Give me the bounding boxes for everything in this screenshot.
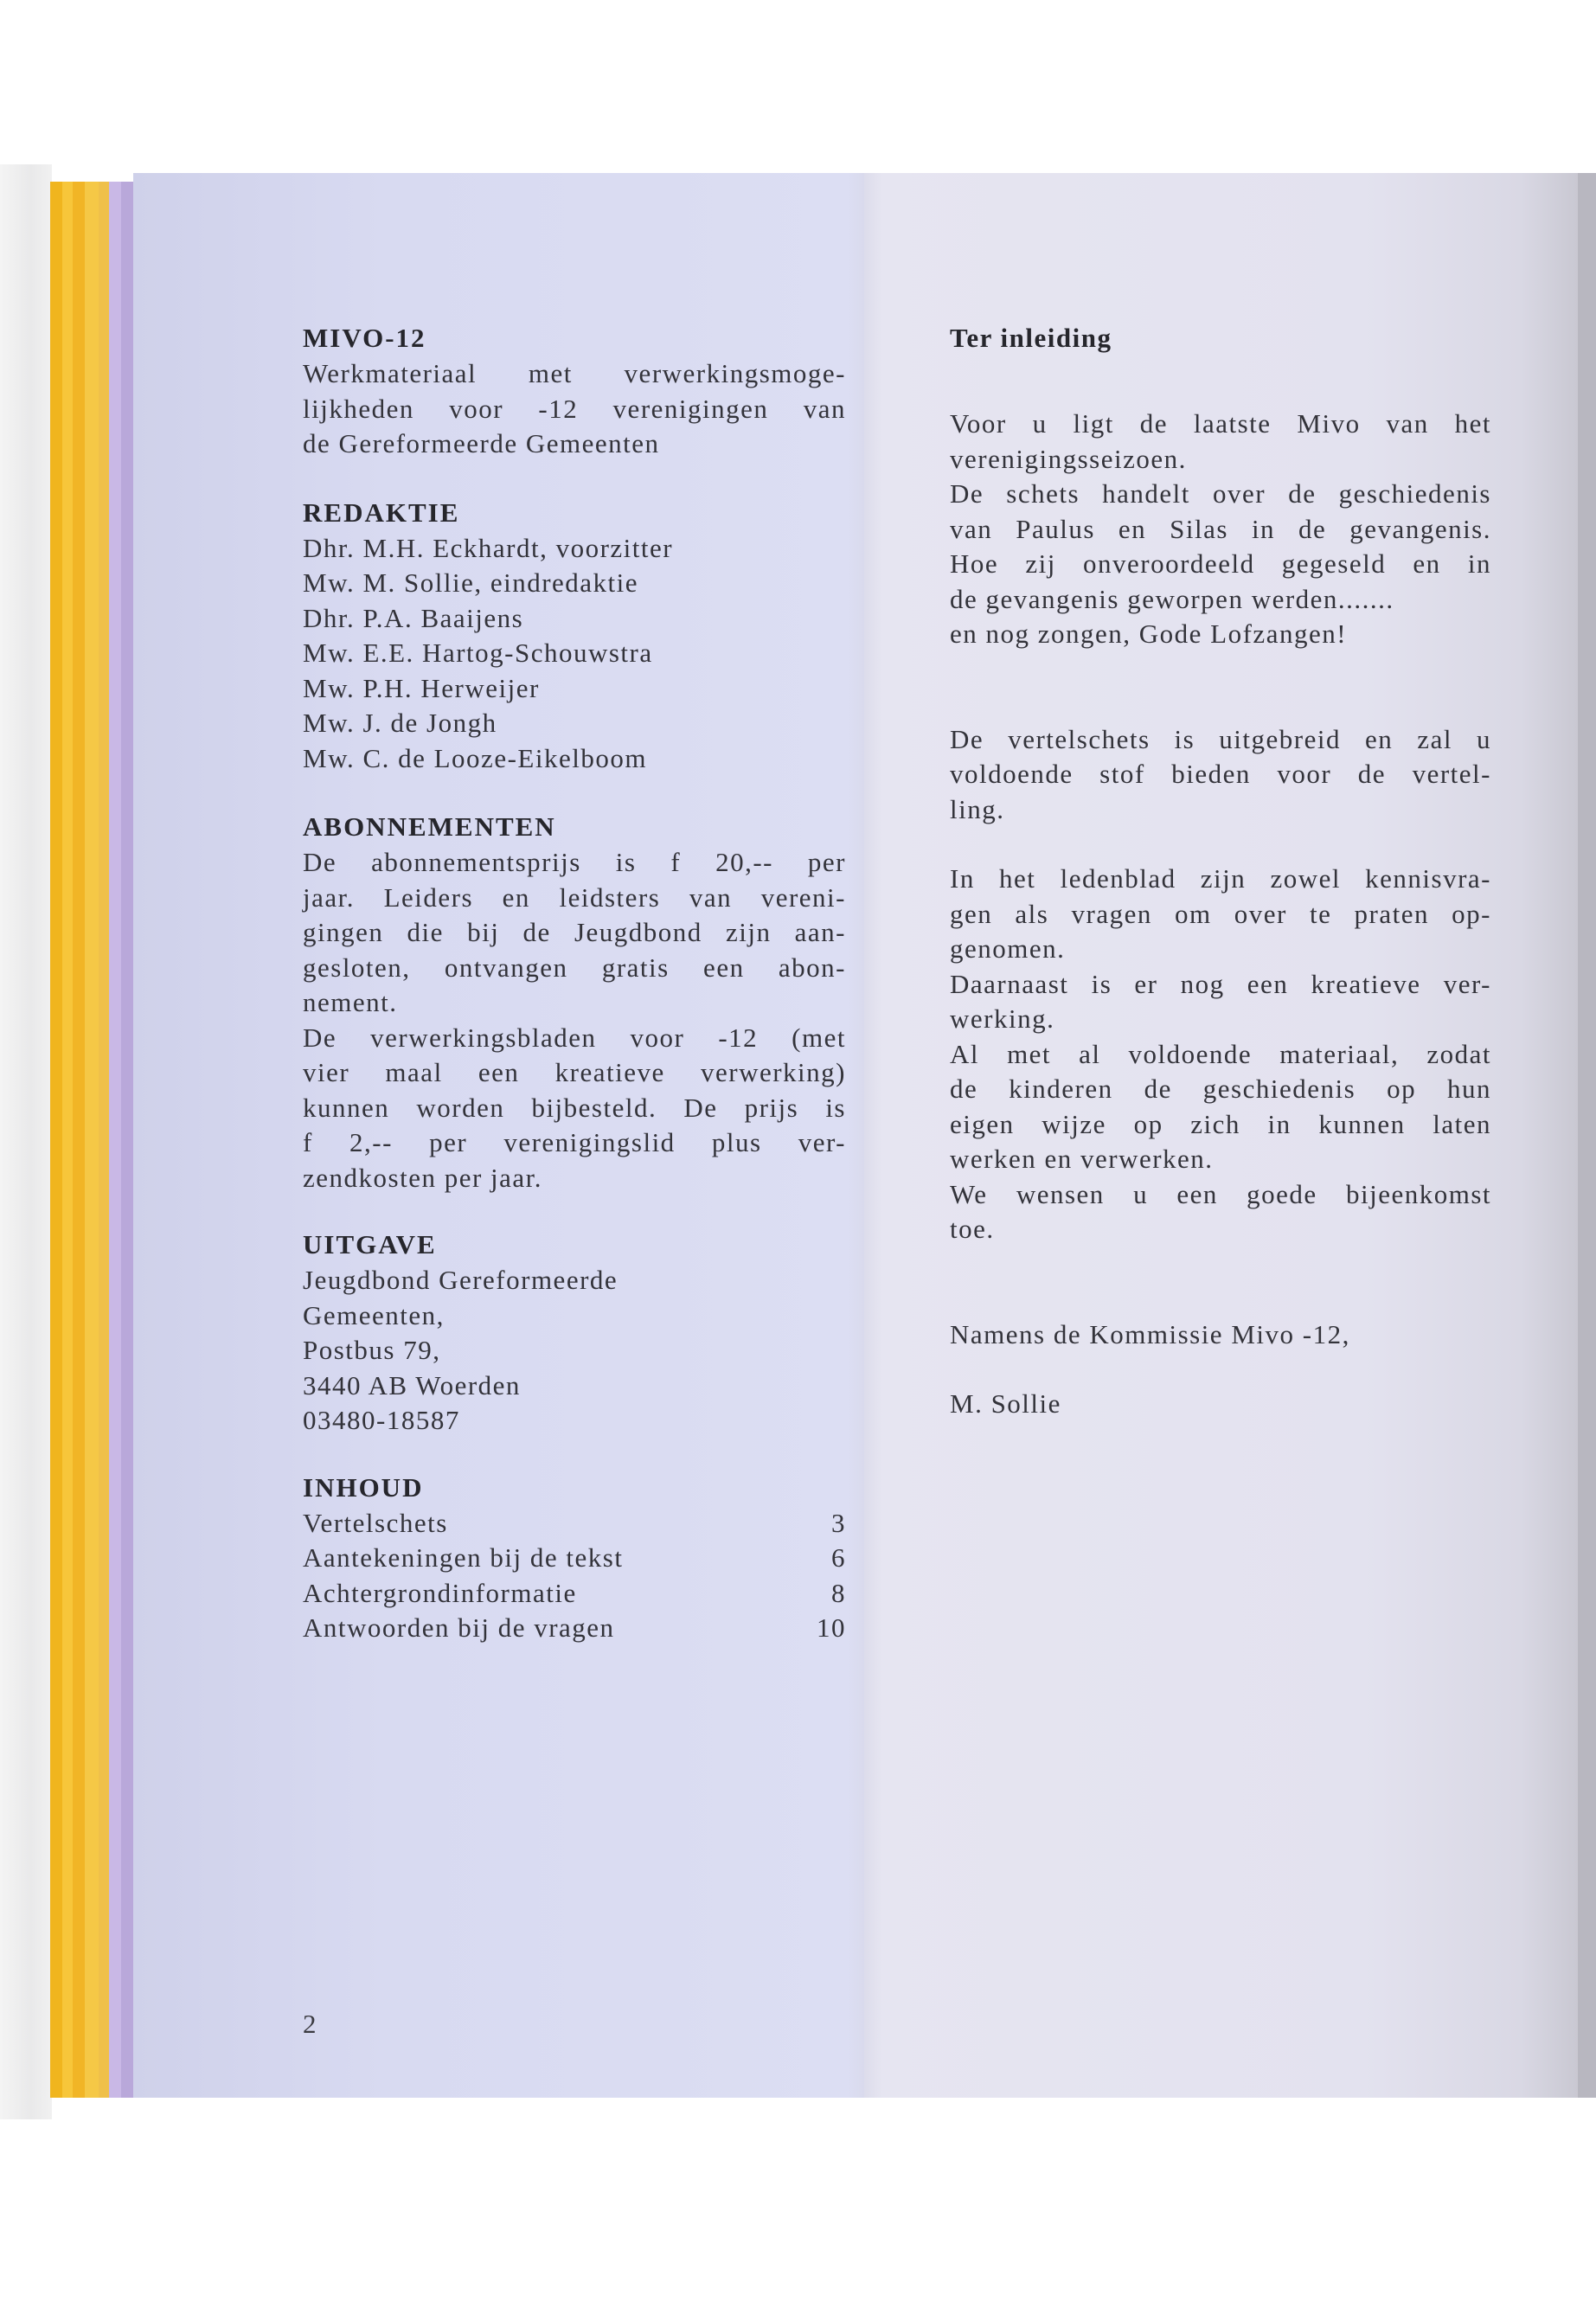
- paragraph-line: verenigingsseizoen.: [950, 443, 1187, 474]
- inhoud-heading: INHOUD: [303, 1471, 424, 1503]
- abonnementen-line: gingen die bij de Jeugdbond zijn aan-: [303, 917, 846, 947]
- abonnementen-heading: ABONNEMENTEN: [303, 811, 556, 842]
- description-line: lijkheden voor -12 verenigingen van: [303, 393, 846, 424]
- intro-paragraph: [950, 722, 1491, 828]
- redaktie-member: Dhr. M.H. Eckhardt, voorzitter: [303, 532, 674, 563]
- paragraph-line: ling.: [950, 793, 1005, 824]
- abonnementen-line: f 2,-- per verenigingslid plus ver-: [303, 1127, 846, 1157]
- toc-row: [303, 1541, 846, 1576]
- uitgave-line: 3440 AB Woerden: [303, 1369, 521, 1400]
- paragraph-line: van Paulus en Silas in de gevangenis.: [950, 513, 1491, 544]
- uitgave-phone: 03480-18587: [303, 1405, 460, 1435]
- redaktie-member: Mw. E.E. Hartog-Schouwstra: [303, 638, 653, 668]
- uitgave-line: Jeugdbond Gereformeerde: [303, 1265, 619, 1295]
- paragraph-line: gen als vragen om over te praten op-: [950, 898, 1491, 929]
- paragraph-line: Daarnaast is er nog een kreatieve ver-: [950, 968, 1491, 999]
- paragraph-line: toe.: [950, 1214, 995, 1244]
- book-gutter: [848, 173, 882, 2098]
- page-edge-strip: [109, 182, 121, 2098]
- toc-label: Aantekeningen bij de tekst: [303, 1542, 624, 1573]
- page-number: 2: [303, 2009, 317, 2039]
- abonnementen-line: De verwerkingsbladen voor -12 (met: [303, 1022, 846, 1053]
- publication-title: MIVO-12: [303, 323, 426, 353]
- uitgave-heading: UITGAVE: [303, 1229, 437, 1259]
- paragraph-line: Al met al voldoende materiaal, zodat: [950, 1038, 1491, 1069]
- redaktie-member: Mw. J. de Jongh: [303, 708, 497, 738]
- page-edge-strip: [62, 182, 73, 2098]
- redaktie-member: Mw. C. de Looze-Eikelboom: [303, 742, 647, 773]
- abonnementen-section: [303, 809, 846, 1195]
- paragraph-line: Voor u ligt de laatste Mivo van het: [950, 408, 1491, 439]
- paragraph-line: de kinderen de geschiedenis op hun: [950, 1074, 1491, 1104]
- intro-paragraph: [950, 407, 1491, 652]
- redaktie-section: [303, 495, 846, 777]
- abonnementen-line: zendkosten per jaar.: [303, 1162, 543, 1193]
- paragraph-line: voldoende stof bieden voor de vertel-: [950, 759, 1491, 789]
- paragraph-line: Hoe zij onveroordeeld gegeseld en in: [950, 548, 1491, 579]
- toc-label: Vertelschets: [303, 1507, 448, 1538]
- paragraph-line: We wensen u een goede bijeenkomst: [950, 1178, 1491, 1209]
- paragraph-line: eigen wijze op zich in kunnen laten: [950, 1108, 1491, 1139]
- toc-row: [303, 1611, 846, 1646]
- page-edge-strip: [99, 182, 109, 2098]
- paragraph-line: De schets handelt over de geschiedenis: [950, 478, 1491, 509]
- uitgave-line: Postbus 79,: [303, 1335, 441, 1365]
- redaktie-member: Mw. M. Sollie, eindredaktie: [303, 567, 639, 598]
- scan-edge: [0, 164, 52, 2119]
- redaktie-member: Dhr. P.A. Baaijens: [303, 602, 524, 633]
- abonnementen-line: vier maal een kreatieve verwerking): [303, 1057, 846, 1087]
- right-page-edge: [1578, 173, 1596, 2098]
- paragraph-line: werking.: [950, 1003, 1055, 1034]
- toc-label: Achtergrondinformatie: [303, 1577, 577, 1608]
- uitgave-section: [303, 1227, 846, 1439]
- right-column: [950, 320, 1491, 1422]
- paragraph-line: werken en verwerken.: [950, 1144, 1214, 1174]
- introduction-heading: Ter inleiding: [950, 323, 1112, 353]
- page-edge-strip: [121, 182, 133, 2098]
- description-line: Werkmateriaal met verwerkingsmoge-: [303, 358, 846, 388]
- closing-line: Namens de Kommissie Mivo -12,: [950, 1318, 1350, 1349]
- paragraph-line: de gevangenis geworpen werden.......: [950, 583, 1394, 614]
- paragraph-line: genomen.: [950, 933, 1066, 964]
- page-edge-strip: [50, 182, 62, 2098]
- description-line: de Gereformeerde Gemeenten: [303, 428, 660, 458]
- toc-row: [303, 1506, 846, 1541]
- page-edge-strip: [73, 182, 85, 2098]
- paragraph-line: en nog zongen, Gode Lofzangen!: [950, 619, 1348, 649]
- redaktie-member: Mw. P.H. Herweijer: [303, 672, 540, 703]
- redaktie-heading: REDAKTIE: [303, 497, 460, 528]
- uitgave-line: Gemeenten,: [303, 1299, 445, 1330]
- abonnementen-line: gesloten, ontvangen gratis een abon-: [303, 952, 846, 983]
- abonnementen-line: nement.: [303, 987, 398, 1017]
- toc-label: Antwoorden bij de vragen: [303, 1612, 615, 1643]
- abonnementen-line: kunnen worden bijbesteld. De prijs is: [303, 1092, 846, 1123]
- inhoud-section: [303, 1470, 846, 1646]
- signature: M. Sollie: [950, 1388, 1061, 1419]
- paragraph-line: De vertelschets is uitgebreid en zal u: [950, 723, 1491, 754]
- abonnementen-line: jaar. Leiders en leidsters van vereni-: [303, 881, 846, 913]
- toc-page: 3: [831, 1507, 846, 1538]
- intro-paragraph: [950, 862, 1491, 1247]
- toc-page: 6: [831, 1542, 846, 1573]
- abonnementen-line: De abonnementsprijs is f 20,-- per: [303, 847, 846, 877]
- paragraph-line: In het ledenblad zijn zowel kennisvra-: [950, 863, 1491, 894]
- page-edge-strip: [85, 182, 99, 2098]
- toc-page: 8: [831, 1577, 846, 1608]
- left-column: [303, 320, 846, 1646]
- toc-row: [303, 1576, 846, 1612]
- toc-page: 10: [817, 1612, 846, 1643]
